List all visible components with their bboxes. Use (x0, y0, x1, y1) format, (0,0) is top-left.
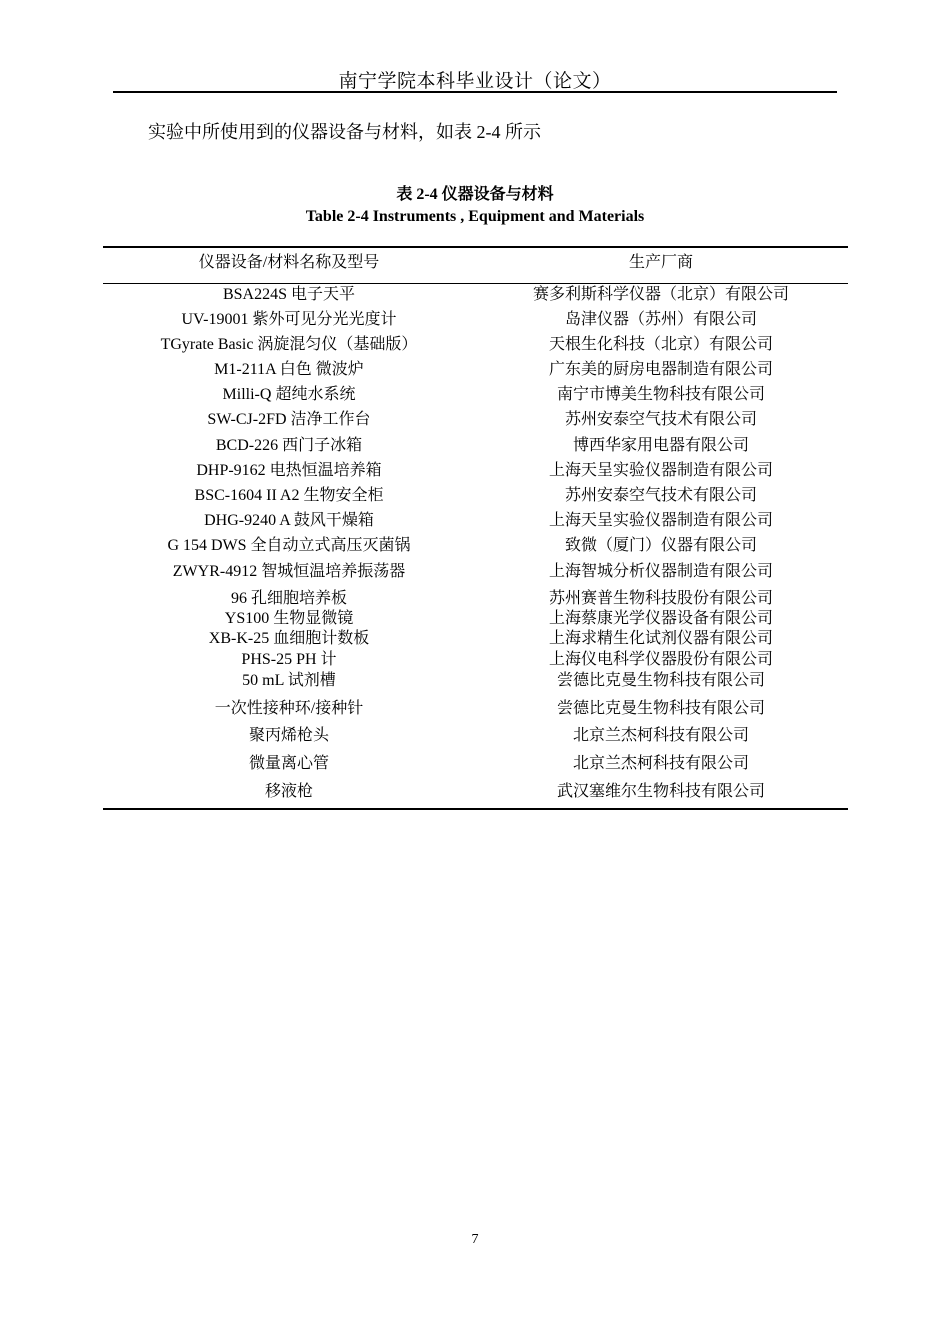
table-cell-name: ZWYR-4912 智城恒温培养振荡器 (172, 563, 406, 580)
table-cell-manufacturer: 岛津仪器（苏州）有限公司 (564, 311, 757, 328)
table-cell-manufacturer: 苏州赛普生物科技股份有限公司 (548, 590, 773, 607)
table-cell-name: Milli-Q 超纯水系统 (222, 386, 356, 403)
table-cell-manufacturer: 尝德比克曼生物科技有限公司 (556, 672, 765, 689)
table-cell-manufacturer: 北京兰杰柯科技有限公司 (572, 755, 749, 772)
table-cell-name: BCD-226 西门子冰箱 (215, 437, 363, 454)
table-cell-name: BSC-1604 II A2 生物安全柜 (194, 487, 384, 504)
table-cell-manufacturer: 尝德比克曼生物科技有限公司 (556, 700, 765, 717)
table-cell-name: BSA224S 电子天平 (222, 286, 356, 303)
table-cell-name: TGyrate Basic 涡旋混匀仪（基础版） (160, 336, 418, 353)
table-cell-name: SW-CJ-2FD 洁净工作台 (207, 411, 371, 428)
table-caption-en: Table 2-4 Instruments , Equipment and Materials (305, 208, 645, 225)
table-cell-name: 微量离心管 (248, 755, 329, 772)
table-header-rule (103, 283, 848, 284)
table-cell-manufacturer: 上海求精生化试剂仪器有限公司 (548, 630, 773, 647)
table-cell-manufacturer: 武汉塞维尔生物科技有限公司 (556, 783, 765, 800)
table-cell-name: 50 mL 试剂槽 (242, 672, 336, 689)
table-cell-name: XB-K-25 血细胞计数板 (208, 630, 370, 647)
table-cell-name: DHP-9162 电热恒温培养箱 (196, 462, 382, 479)
table-header-manufacturer: 生产厂商 (628, 254, 693, 271)
table-caption-zh: 表 2-4 仪器设备与材料 (396, 186, 554, 203)
table-cell-manufacturer: 赛多利斯科学仪器（北京）有限公司 (532, 286, 789, 303)
table-cell-name: YS100 生物显微镜 (224, 610, 354, 627)
table-cell-name: 一次性接种环/接种针 (214, 700, 364, 717)
table-cell-manufacturer: 苏州安泰空气技术有限公司 (564, 487, 757, 504)
table-cell-manufacturer: 上海天呈实验仪器制造有限公司 (548, 512, 773, 529)
intro-paragraph: 实验中所使用到的仪器设备与材料，如表 2-4 所示 (148, 122, 541, 142)
table-cell-manufacturer: 广东美的厨房电器制造有限公司 (548, 361, 773, 378)
table-header-name: 仪器设备/材料名称及型号 (198, 254, 380, 271)
page-header-title: 南宁学院本科毕业设计（论文） (338, 71, 612, 92)
table-top-rule (103, 246, 848, 248)
table-cell-manufacturer: 北京兰杰柯科技有限公司 (572, 727, 749, 744)
table-cell-name: 96 孔细胞培养板 (230, 590, 347, 607)
table-cell-manufacturer: 上海天呈实验仪器制造有限公司 (548, 462, 773, 479)
table-cell-manufacturer: 苏州安泰空气技术有限公司 (564, 411, 757, 428)
table-cell-name: G 154 DWS 全自动立式高压灭菌锅 (167, 537, 411, 554)
table-cell-manufacturer: 博西华家用电器有限公司 (572, 437, 749, 454)
table-cell-manufacturer: 上海蔡康光学仪器设备有限公司 (548, 610, 773, 627)
header-rule (113, 91, 837, 93)
table-cell-name: UV-19001 紫外可见分光光度计 (181, 311, 397, 328)
table-cell-manufacturer: 上海仪电科学仪器股份有限公司 (548, 651, 773, 668)
table-cell-manufacturer: 天根生化科技（北京）有限公司 (548, 336, 773, 353)
table-cell-name: 移液枪 (264, 783, 313, 800)
table-cell-name: PHS-25 PH 计 (241, 651, 337, 668)
table-cell-name: M1-211A 白色 微波炉 (214, 361, 364, 378)
table-cell-name: 聚丙烯枪头 (248, 727, 329, 744)
table-cell-manufacturer: 南宁市博美生物科技有限公司 (556, 386, 765, 403)
page-number: 7 (471, 1232, 479, 1247)
table-cell-manufacturer: 上海智城分析仪器制造有限公司 (548, 563, 773, 580)
table-bottom-rule (103, 808, 848, 810)
table-cell-manufacturer: 致微（厦门）仪器有限公司 (564, 537, 757, 554)
table-cell-name: DHG-9240 A 鼓风干燥箱 (204, 512, 374, 529)
